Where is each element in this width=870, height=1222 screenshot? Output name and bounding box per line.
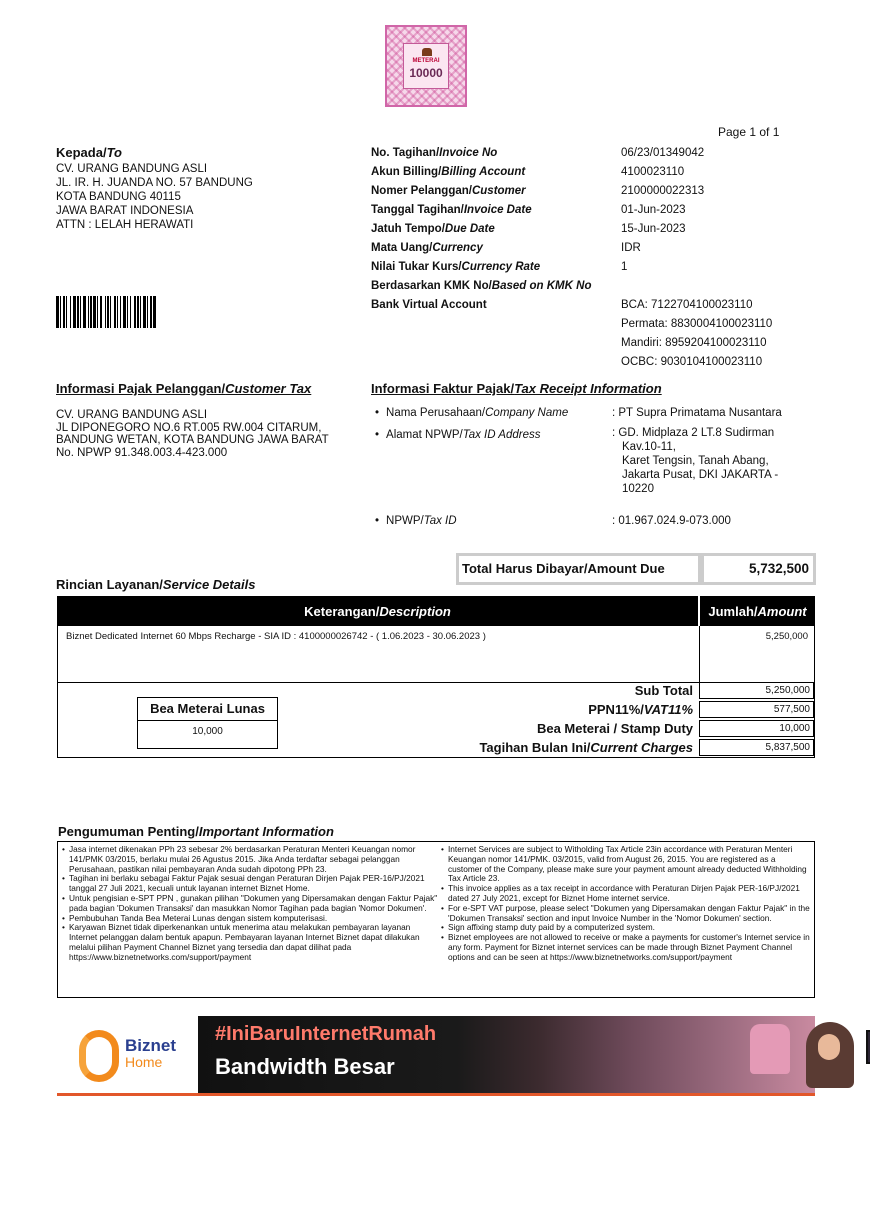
invoice-label: Jatuh Tempo/Due Date — [371, 223, 495, 235]
tax-id-address-label: • Alamat NPWP/Tax ID Address — [375, 429, 540, 441]
company-name-value: : PT Supra Primatama Nusantara — [612, 407, 782, 419]
vat-label: PPN11%/VAT11% — [588, 702, 693, 717]
billing-account: 4100023110 — [621, 166, 685, 178]
recipient-address — [56, 162, 253, 232]
invoice-label: Nomer Pelanggan/Customer — [371, 185, 526, 197]
service-item-description: Biznet Dedicated Internet 60 Mbps Recharge - SIA ID : 4100000026742 - ( 1.06.2023 - 30.06.2023 ) — [66, 631, 486, 642]
invoice-date: 01-Jun-2023 — [621, 204, 686, 216]
info-item: • This invoice applies as a tax receipt in accordance with Peraturan Dirjen Pajak PER-16/PJ/2021 dated 27 July 2021, except for Biznet Home internet service. — [440, 884, 810, 904]
page-number: Page 1 of 1 — [718, 125, 780, 139]
person-face — [818, 1034, 840, 1060]
company-name-label: • Nama Perusahaan/Company Name — [375, 407, 568, 419]
invoice-labels — [371, 144, 591, 315]
invoice-label: No. Tagihan/Invoice No — [371, 147, 498, 159]
tax-address-line: Kav.10-11, — [622, 441, 676, 453]
recipient-line: JAWA BARAT INDONESIA — [56, 205, 194, 217]
customer-tax-line: BANDUNG WETAN, KOTA BANDUNG JAWA BARAT — [56, 434, 329, 446]
column-amount: Jumlah/Amount — [708, 604, 807, 619]
info-item: • For e-SPT VAT purpose, please select "Dokumen yang Dipersamakan dengan Faktur Pajak" in the 'Dokumen Transaksi' section and input Invoice Number in the 'Nomor Dokumen' section. — [440, 904, 810, 924]
invoice-number: 06/23/01349042 — [621, 147, 705, 159]
bank-account-ocbc: OCBC: 9030104100023110 — [621, 356, 763, 368]
tax-address-line: Karet Tengsin, Tanah Abang, — [622, 455, 769, 467]
brand-name: Biznet — [125, 1036, 176, 1055]
info-item: • Untuk pengisian e-SPT PPN , gunakan pilihan "Dokumen yang Dipersamakan dengan Faktur Pajak" pada bagian 'Dokumen Transaksi' dan masukkan Nomor Tagihan pada bagian 'Nomor Dokumen'. — [61, 894, 439, 914]
biznet-logo-icon — [79, 1030, 119, 1082]
promo-banner[interactable] — [57, 1016, 815, 1096]
currency-rate: 1 — [621, 261, 628, 273]
stamp-core — [403, 43, 449, 89]
service-table-header — [57, 596, 815, 626]
barcode — [56, 296, 296, 328]
tax-id-value: : 01.967.024.9-073.000 — [612, 515, 731, 527]
info-item: • Pembubuhan Tanda Bea Meterai Lunas dengan sistem komputerisasi. — [61, 914, 439, 924]
banner-headline: Bandwidth Besar — [215, 1054, 395, 1079]
e-meterai-stamp — [385, 25, 467, 107]
invoice-label: Akun Billing/Billing Account — [371, 166, 526, 178]
tax-address-line: 10220 — [622, 483, 654, 495]
info-item: • Tagihan ini berlaku sebagai Faktur Pajak sesuai dengan Peraturan Dirjen Pajak PER-16/PJ/2021 tanggal 27 Juli 2021, kecuali untuk layanan internet Biznet Home. — [61, 874, 439, 894]
amount-due-divider — [698, 556, 704, 582]
customer-tax-line: JL DIPONEGORO NO.6 RT.005 RW.004 CITARUM, — [56, 421, 322, 434]
bank-account-bca: BCA: 7122704100023110 — [621, 299, 753, 311]
invoice-label: Mata Uang/Currency — [371, 242, 483, 254]
stamp-duty-paid-label: Bea Meterai Lunas — [138, 698, 277, 721]
bank-account-permata: Permata: 8830004100023110 — [621, 318, 773, 330]
customer-tax-title: Informasi Pajak Pelanggan/Customer Tax — [56, 381, 312, 396]
due-date: 15-Jun-2023 — [621, 223, 686, 235]
barcode-bar — [156, 296, 157, 328]
stamp-label: METERAI — [412, 58, 440, 64]
customer-number: 2100000022313 — [621, 185, 705, 197]
stamp-duty-paid-value: 10,000 — [192, 726, 223, 737]
stamp-duty-label: Bea Meterai / Stamp Duty — [536, 721, 693, 736]
current-charges-value: 5,837,500 — [765, 742, 810, 753]
current-charges-label: Tagihan Bulan Ini/Current Charges — [479, 740, 693, 755]
info-item: • Internet Services are subject to Witholding Tax Article 23in accordance with Peraturan Menteri Keuangan nomor 141/PMK. 03/2015, valid from August 26, 2015. You are registered as a customer of the Company, please make sure your payment amount already deducted Withholding Tax Article 23. — [440, 845, 810, 884]
customer-tax-line: CV. URANG BANDUNG ASLI — [56, 409, 208, 421]
info-item: • Jasa internet dikenakan PPh 23 sebesar 2% berdasarkan Peraturan Menteri Keuangan nomor 141/PMK 03/2015, berlaku mulai 26 Agustus 2015. Jika Anda terdaftar sebagai pelanggan Perusahaan, pastikan nilai pembayaran Anda sudah dipotong PPh 23. — [61, 845, 439, 874]
service-details-title: Rincian Layanan/Service Details — [56, 577, 256, 592]
recipient-title: Kepada/To — [56, 145, 122, 160]
customer-tax-line: No. NPWP 91.348.003.4-423.000 — [56, 446, 228, 459]
important-info-english — [440, 845, 810, 963]
tax-address-line: Jakarta Pusat, DKI JAKARTA - — [622, 469, 779, 481]
invoice-values — [621, 144, 704, 277]
info-item: • Karyawan Biznet tidak diperkenankan untuk menerima atau melakukan pembayaran layanan Internet pelanggan dalam bentuk apapun. Pembayaran layanan Internet Biznet dapat dilakukan melalui pilihan Payment Channel Biznet yang tersedia dan dapat dilihat pada https://www.biznetnetworks.com/support/payment — [61, 923, 439, 962]
amount-due-value: 5,732,500 — [748, 561, 809, 576]
subtotal-label: Sub Total — [634, 683, 693, 698]
currency: IDR — [621, 242, 641, 254]
invoice-label: Berdasarkan KMK No/Based on KMK No — [371, 280, 592, 292]
invoice-label: Nilai Tukar Kurs/Currency Rate — [371, 261, 541, 273]
garuda-emblem-icon — [422, 48, 432, 56]
service-item-amount: 5,250,000 — [765, 631, 808, 642]
tax-receipt-title: Informasi Faktur Pajak/Tax Receipt Information — [371, 381, 662, 396]
invoice-label: Tanggal Tagihan/Invoice Date — [371, 204, 532, 216]
subtotal-value: 5,250,000 — [765, 685, 810, 696]
recipient-line: JL. IR. H. JUANDA NO. 57 BANDUNG — [56, 177, 253, 189]
stamp-duty-paid-box — [137, 697, 278, 749]
person-image — [806, 1022, 854, 1088]
bank-virtual-accounts — [621, 296, 772, 372]
gaming-chair-image — [750, 1024, 790, 1074]
info-item: • Biznet employees are not allowed to receive or make a payments for customer's Internet service in any form. Payment for Biznet internet services can be made through Biznet Payment Channel options and can be seen at https://www.biznetnetworks.com/support/payment — [440, 933, 810, 962]
column-divider — [699, 626, 700, 682]
important-info-indonesian — [61, 845, 439, 963]
stamp-duty-value: 10,000 — [779, 723, 810, 734]
bank-account-mandiri: Mandiri: 8959204100023110 — [621, 337, 767, 349]
tax-id-label: • NPWP/Tax ID — [375, 515, 457, 527]
column-description: Keterangan/Description — [304, 604, 451, 619]
monitor-image — [866, 1030, 870, 1064]
brand-sub: Home — [125, 1054, 163, 1070]
recipient-line: CV. URANG BANDUNG ASLI — [56, 163, 208, 175]
recipient-line: KOTA BANDUNG 40115 — [56, 191, 181, 203]
tax-id-address-value — [612, 426, 778, 496]
tax-address-line: : GD. Midplaza 2 LT.8 Sudirman — [612, 427, 775, 439]
info-item: • Sign affixing stamp duty paid by a computerized system. — [440, 923, 810, 933]
vat-value: 577,500 — [773, 704, 810, 715]
important-info-title: Pengumuman Penting/Important Information — [58, 824, 334, 839]
invoice-label: Bank Virtual Account — [371, 299, 487, 311]
stamp-value: 10000 — [409, 66, 443, 80]
customer-tax-address — [56, 409, 329, 459]
banner-hashtag: #IniBaruInternetRumah — [215, 1023, 437, 1045]
amount-due-label: Total Harus Dibayar/Amount Due — [462, 561, 665, 576]
recipient-line: ATTN : LELAH HERAWATI — [56, 219, 194, 231]
amount-due-box — [456, 553, 816, 585]
